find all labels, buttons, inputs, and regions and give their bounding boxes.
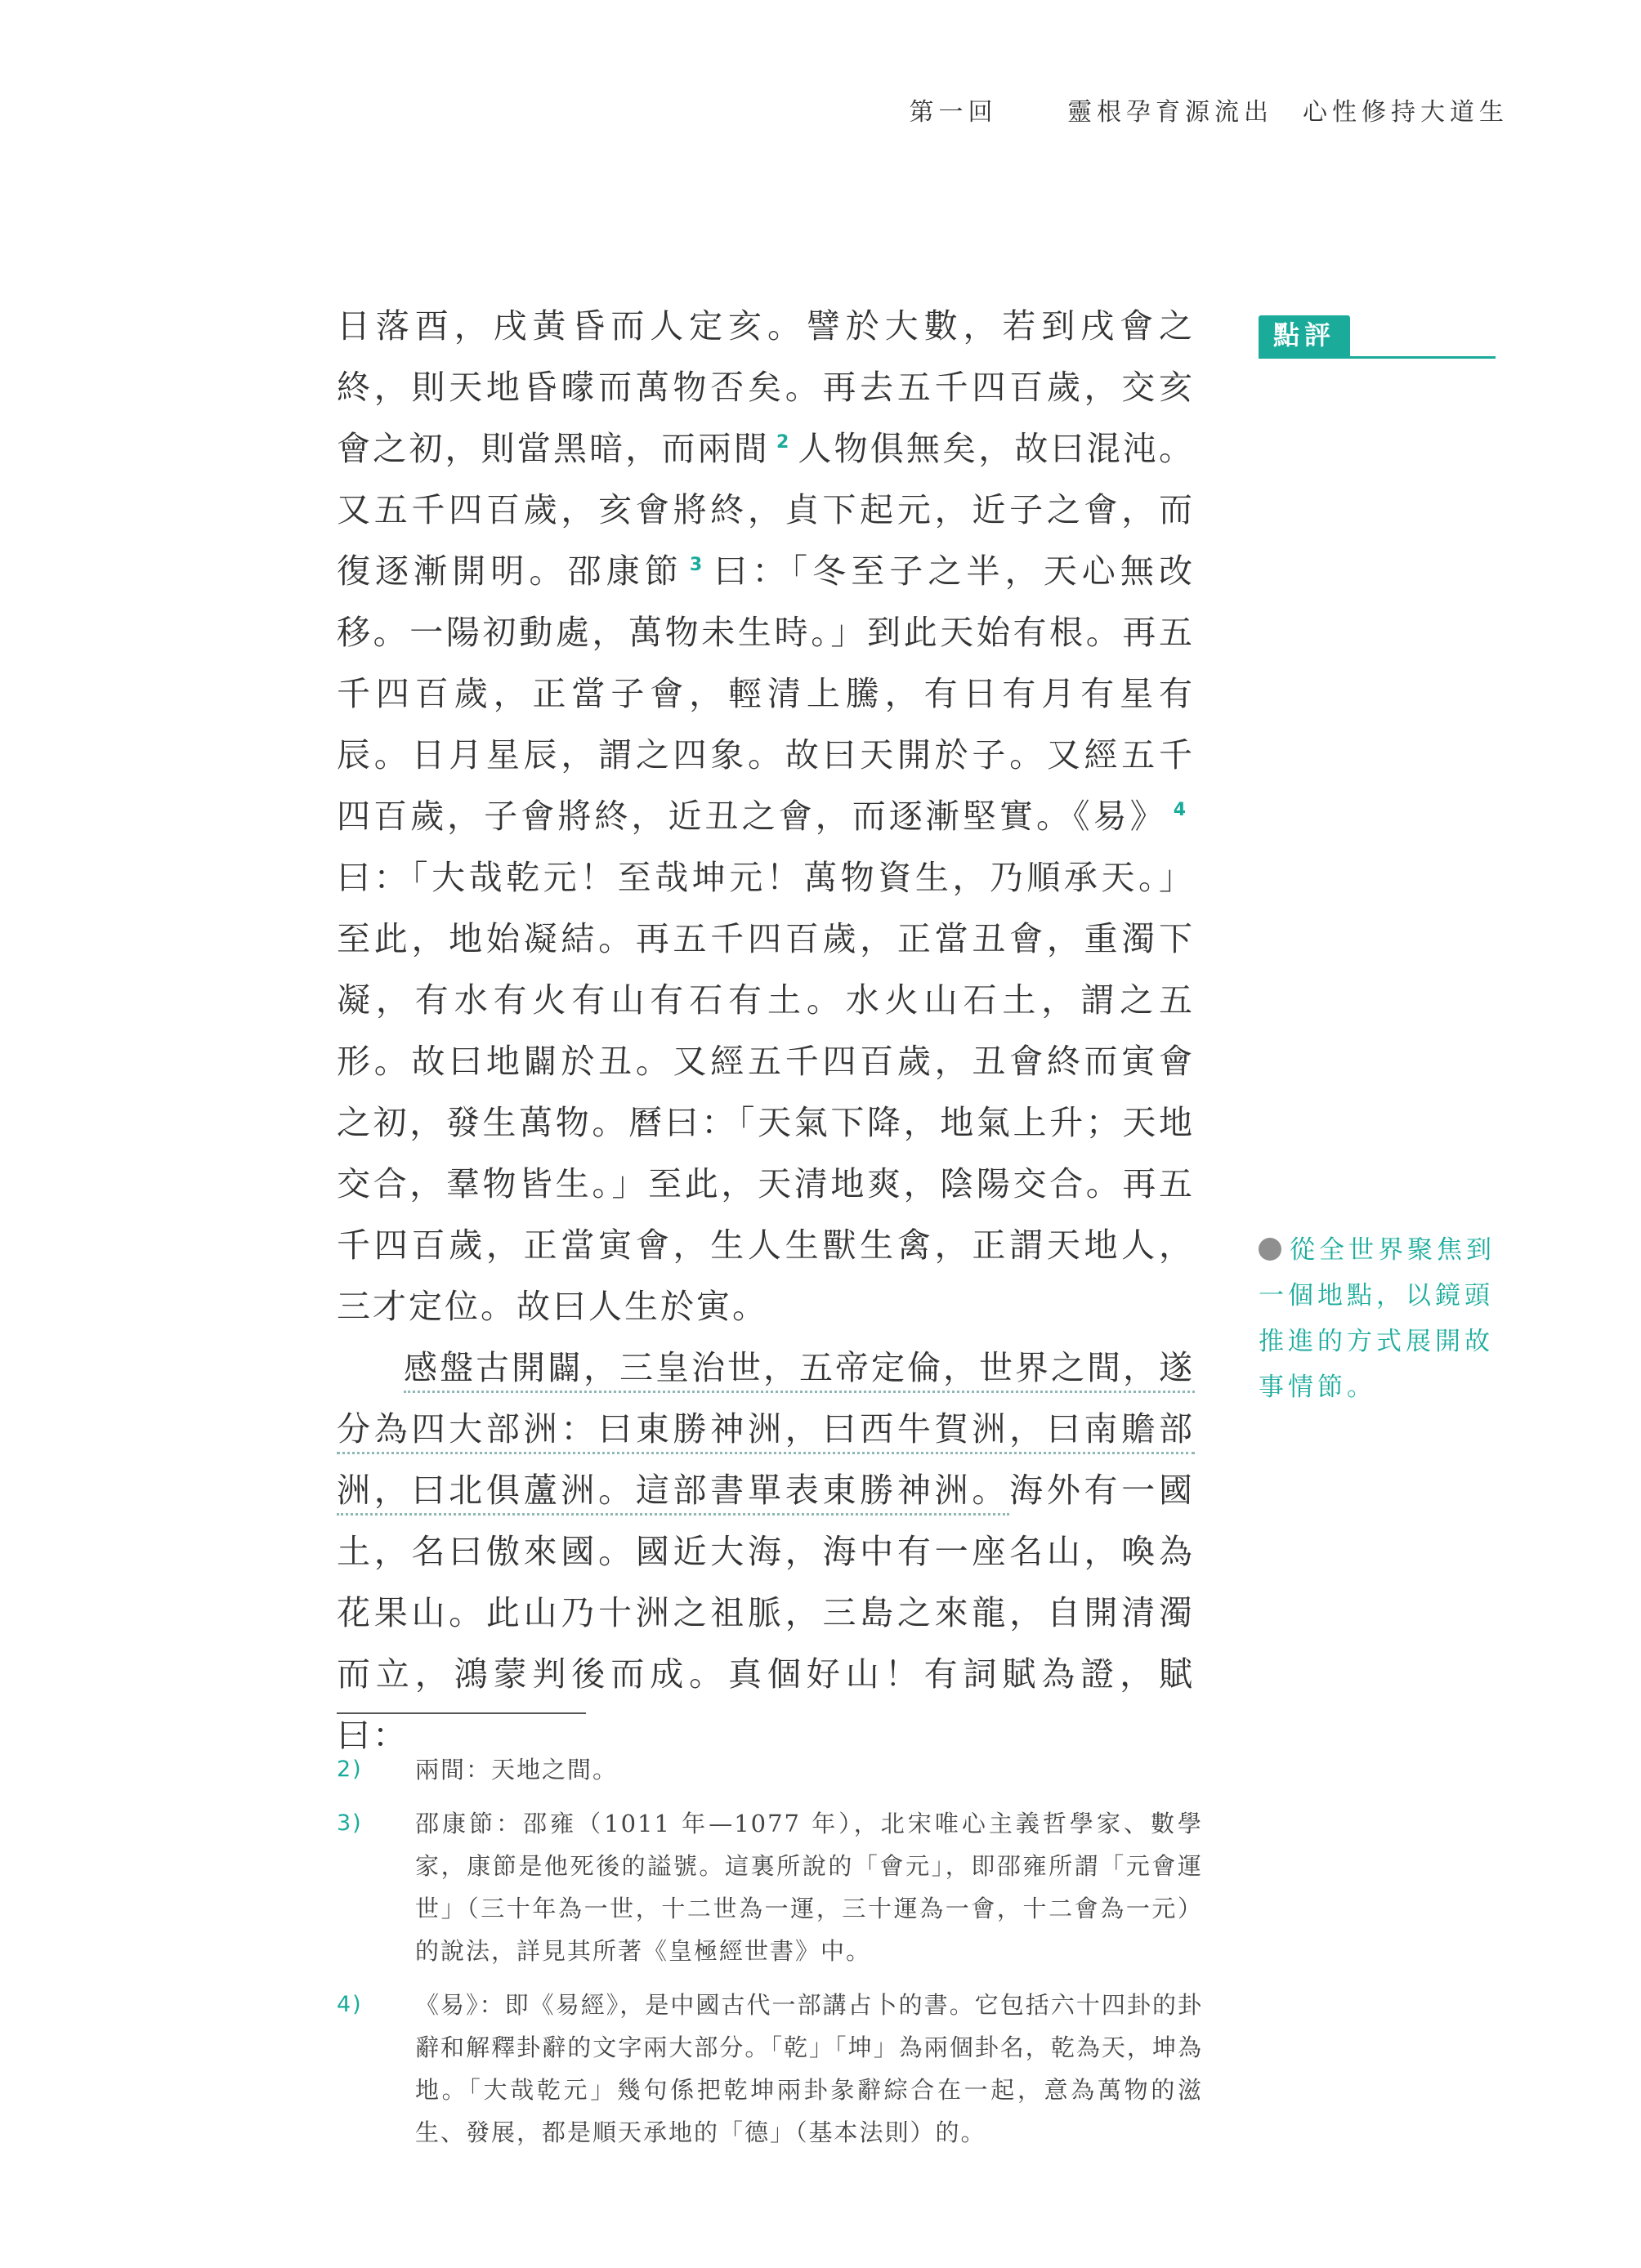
commentary-label-text: 點評 (1259, 315, 1350, 356)
main-text (337, 296, 1195, 1766)
running-header (909, 92, 1509, 127)
commentary-note (1259, 1227, 1504, 1410)
footnote-ref-2[interactable]: 2 (776, 432, 792, 453)
chapter-number: 第一回 (909, 98, 998, 127)
footnote-text: 《易》：即《易經》，是中國古代一部講占卜的書。它包括六十四卦的卦辭和解釋卦辭的文字兩大部分。「乾」「坤」為兩個卦名，乾為天，坤為地。「大哉乾元」幾句係把乾坤兩卦彖辭綜合在一起，意為萬物的滋生、發展，都是順天承地的「德」（基本法則）的。 (415, 1991, 1203, 2146)
text-segment: 日落酉，戌黃昏而人定亥。譬於大數，若到戌會之終，則天地昏曚而萬物否矣。再去五千四百歲，交亥會之初，則當黑暗，而兩間 (337, 306, 1195, 468)
footnote-ref-3[interactable]: 3 (689, 555, 705, 576)
commentary-note-text: 從全世界聚焦到一個地點，以鏡頭推進的方式展開故事情節。 (1259, 1235, 1496, 1402)
footnote-ref-4[interactable]: 4 (1173, 800, 1188, 821)
paragraph-2 (337, 1337, 1195, 1766)
footnote-number: 4) (337, 1992, 363, 2017)
bullet-icon (1259, 1238, 1281, 1261)
commentary-label (1259, 315, 1496, 359)
footnote-2 (337, 1748, 1203, 1791)
footnote-number: 3) (337, 1810, 363, 1836)
footnote-4 (337, 1984, 1203, 2154)
footnote-text: 邵康節：邵雍（1011 年—1077 年），北宋唯心主義哲學家、數學家，康節是他死後的謚號。這裏所說的「會元」，即邵雍所謂「元會運世」（三十年為一世，十二世為一運，三十運為一會，十二會為一元）的說法，詳見其所著《皇極經世書》中。 (415, 1810, 1203, 1965)
footnote-divider (337, 1712, 586, 1714)
footnote-3 (337, 1802, 1203, 1972)
footnote-text: 兩間：天地之間。 (415, 1756, 619, 1784)
text-segment: 曰：「冬至子之半，天心無改移。一陽初動處，萬物未生時。」到此天始有根。再五千四百歲，正當子會，輕清上騰，有日有月有星有辰。日月星辰，謂之四象。故曰天開於子。又經五千四百歲，子會將終，近丑之會，而逐漸堅實。《易》 (337, 551, 1196, 836)
highlighted-passage: 感盤古開闢，三皇治世，五帝定倫，世界之間，遂分為四大部洲：曰東勝神洲，曰西牛賀洲，曰南贍部洲，曰北俱蘆洲。這部書單表東勝神洲。 (337, 1348, 1195, 1516)
text-segment: 曰：「大哉乾元！至哉坤元！萬物資生，乃順承天。」至此，地始凝結。再五千四百歲，正當丑會，重濁下凝，有水有火有山有石有土。水火山石土，謂之五形。故曰地闢於丑。又經五千四百歲，丑會終而寅會之初，發生萬物。曆曰：「天氣下降，地氣上升；天地交合，羣物皆生。」至此，天清地爽，陰陽交合。再五千四百歲，正當寅會，生人生獸生禽，正謂天地人，三才定位。故曰人生於寅。 (337, 858, 1195, 1326)
chapter-title: 靈根孕育源流出 心性修持大道生 (1067, 98, 1509, 127)
footnote-number: 2) (337, 1757, 363, 1782)
text-segment: 海外有一國土，名曰傲來國。國近大海，海中有一座名山，喚為花果山。此山乃十洲之祖脈，三島之來龍，自開清濁而立，鴻蒙判後而成。真個好山！有詞賦為證，賦曰： (337, 1471, 1196, 1755)
paragraph-1 (337, 296, 1195, 1337)
text-segment: 人物俱無矣，故曰混沌。又五千四百歲，亥會將終，貞下起元，近子之會，而復逐漸開明。邵康節 (337, 429, 1196, 591)
footnotes (337, 1748, 1203, 2165)
